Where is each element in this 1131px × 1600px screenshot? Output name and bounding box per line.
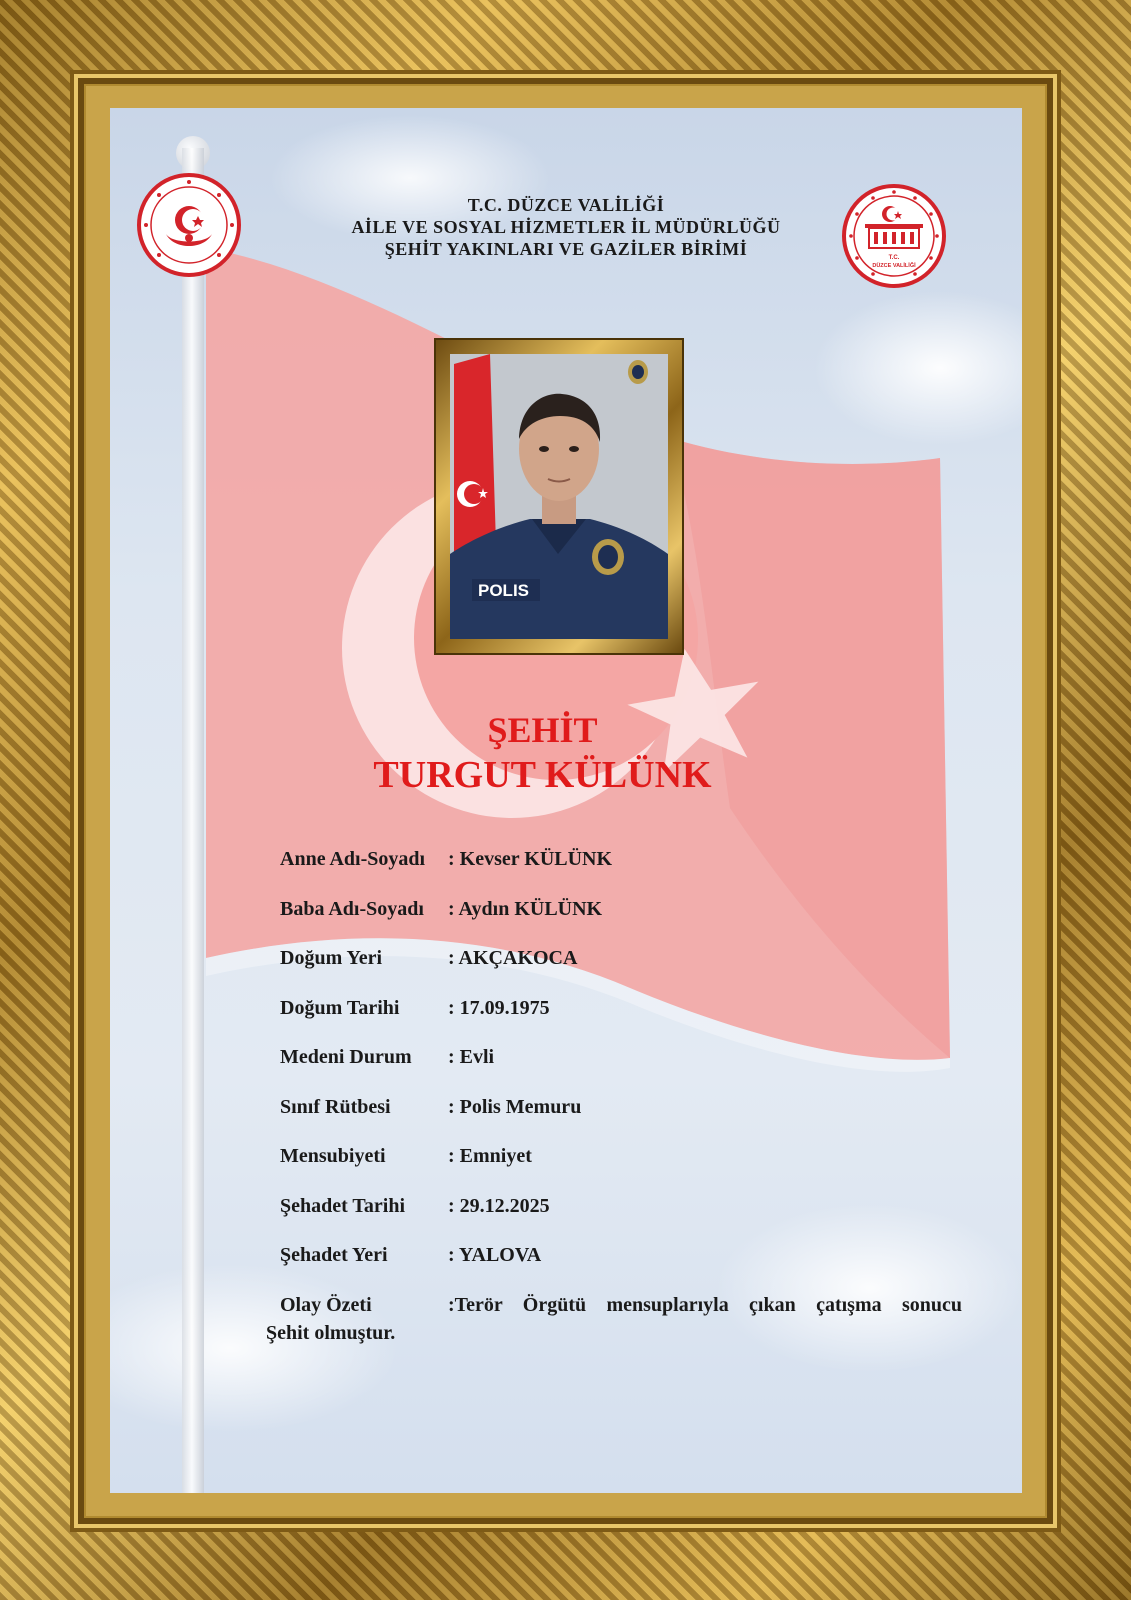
portrait-frame	[436, 340, 682, 653]
martyrdom-place-value: : YALOVA	[448, 1244, 542, 1266]
rank-label: Sınıf Rütbesi	[280, 1095, 391, 1118]
title-name: TURGUT KÜLÜNK	[373, 754, 712, 796]
birthdate-value: : 17.09.1975	[448, 996, 550, 1019]
summary-label: Olay Özeti	[280, 1293, 372, 1316]
father-value: : Aydın KÜLÜNK	[448, 897, 603, 920]
seal-text-tc: T.C.	[888, 255, 900, 261]
flagpole	[182, 148, 204, 1493]
info-row-birthplace	[280, 947, 970, 997]
affiliation-value: : Emniyet	[448, 1145, 532, 1167]
father-label: Baba Adı-Soyadı	[280, 897, 424, 920]
memorial-card	[110, 108, 1022, 1493]
portrait-photo	[450, 354, 668, 639]
header-line-directorate: AİLE VE SOSYAL HİZMETLER İL MÜDÜRLÜĞÜ	[351, 217, 781, 237]
info-row-martyrdom-place	[280, 1244, 970, 1294]
birthplace-value: : AKÇAKOCA	[448, 947, 578, 969]
martyrdom-place-label: Şehadet Yeri	[280, 1244, 388, 1266]
birthdate-label: Doğum Tarihi	[280, 996, 400, 1019]
memorial-title	[110, 708, 975, 798]
birthplace-label: Doğum Yeri	[280, 947, 383, 969]
title-martyr: ŞEHİT	[487, 710, 598, 750]
document-header	[110, 194, 1022, 260]
summary-value-continued: Şehit olmuştur.	[266, 1321, 396, 1344]
info-row-marital	[280, 1046, 970, 1096]
seal-text-duzce: DÜZCE VALİLİĞİ	[872, 263, 916, 269]
marital-label: Medeni Durum	[280, 1046, 412, 1068]
header-line-governorship: T.C. DÜZCE VALİLİĞİ	[467, 195, 665, 215]
info-row-mother	[280, 848, 970, 898]
info-row-summary	[266, 1293, 970, 1344]
info-row-martyrdom-date	[280, 1195, 970, 1245]
mother-value: : Kevser KÜLÜNK	[448, 848, 613, 870]
affiliation-label: Mensubiyeti	[280, 1145, 386, 1167]
info-row-affiliation	[280, 1145, 970, 1195]
summary-value: :Terör Örgütü mensuplarıyla çıkan çatışma sonucu	[448, 1293, 962, 1316]
officer-portrait-image	[450, 354, 668, 639]
rank-value: : Polis Memuru	[448, 1095, 582, 1118]
martyrdom-date-label: Şehadet Tarihi	[280, 1194, 406, 1217]
personal-info-list	[266, 848, 970, 1344]
info-row-father	[280, 898, 970, 948]
header-line-unit: ŞEHİT YAKINLARI VE GAZİLER BİRİMİ	[384, 239, 748, 259]
mother-label: Anne Adı-Soyadı	[280, 848, 426, 870]
info-row-rank	[280, 1096, 970, 1146]
martyrdom-date-value: : 29.12.2025	[448, 1194, 550, 1217]
uniform-label: POLIS	[478, 581, 530, 600]
marital-value: : Evli	[448, 1046, 495, 1068]
info-row-birthdate	[280, 997, 970, 1047]
